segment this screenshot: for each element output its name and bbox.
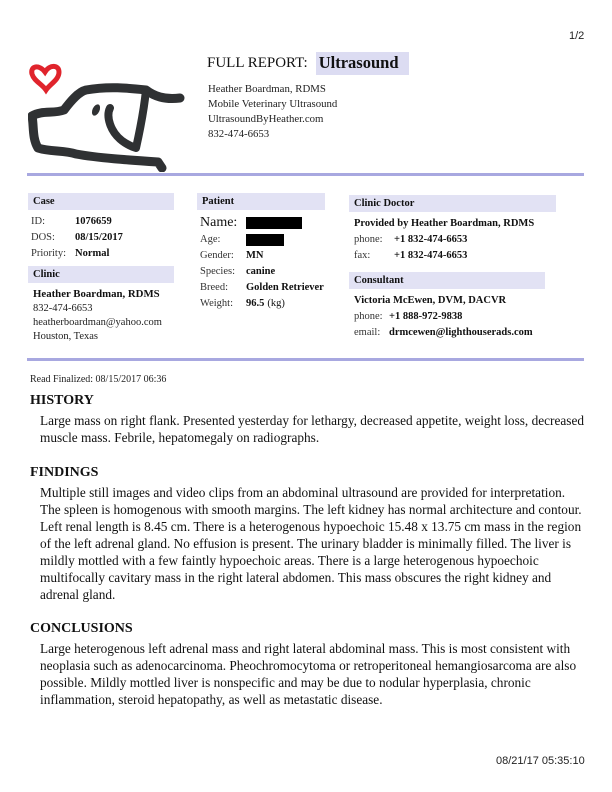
clinic-doctor-provided-by: Provided by Heather Boardman, RDMS: [354, 218, 535, 229]
case-id: 1076659: [75, 216, 112, 227]
page-number: 1/2: [569, 30, 585, 42]
patient-breed-label: Breed:: [200, 282, 228, 293]
case-heading: Case: [28, 193, 174, 210]
consultant-phone: +1 888-972-9838: [389, 311, 463, 322]
case-priority: Normal: [75, 248, 110, 259]
doctor-consultant-column: [349, 195, 556, 341]
print-timestamp: 08/21/17 05:35:10: [496, 755, 585, 767]
conclusions-heading: CONCLUSIONS: [30, 621, 133, 636]
provider-info: [208, 82, 337, 142]
patient-weight-label: Weight:: [200, 298, 233, 309]
findings-heading: FINDINGS: [30, 465, 99, 480]
consultant-name: Victoria McEwen, DVM, DACVR: [354, 295, 507, 306]
patient-species: canine: [246, 266, 276, 277]
findings-section: [30, 465, 586, 603]
consultant-heading: Consultant: [349, 272, 545, 289]
consultant-email[interactable]: drmcewen@lighthouserads.com: [389, 327, 533, 338]
patient-weight: 96.5: [246, 298, 265, 309]
findings-body: Multiple still images and video clips from an abdominal ultrasound are provided for interpretation. The spleen is homogenous with smooth margins. The left kidney has normal architecture and contour. Left renal length is 8.45 cm. There is a heterogenous hypoechoic 15.48 x 13.75 cm mass in the region of the left adrenal gland. No effusion is present. The urinary bladder is minimally filled. The liver is mildly mottled with a few faintly hypoechoic areas. There is a large heterogenous hypoechoic multifocally cavitary mass in the right lateral abdomen. This mass obscures the right kidney and adrenal gland.: [40, 485, 582, 602]
clinic-doctor-fax: +1 832-474-6653: [394, 250, 468, 261]
clinic-phone: 832-474-6653: [33, 303, 93, 314]
patient-gender-label: Gender:: [200, 250, 234, 261]
header-divider: [27, 173, 584, 176]
report-title-prefix: FULL REPORT:: [207, 55, 308, 71]
report-type-badge: Ultrasound: [316, 52, 409, 75]
provider-website: UltrasoundByHeather.com: [208, 113, 324, 125]
dog-heart-logo-icon: [28, 50, 190, 172]
clinic-email: heatherboardman@yahoo.com: [33, 317, 162, 328]
clinic-doctor-phone: +1 832-474-6653: [394, 234, 468, 245]
history-body: Large mass on right flank. Presented yesterday for lethargy, decreased appetite, weight loss, decreased muscle mass. Febrile, hepatomegaly on radiographs.: [40, 413, 584, 445]
provider-name: Heather Boardman, RDMS: [208, 83, 326, 95]
history-section: [30, 393, 586, 446]
case-priority-label: Priority:: [31, 248, 67, 259]
report-title: [207, 52, 409, 75]
read-finalized: Read Finalized: 08/15/2017 06:36: [30, 374, 167, 385]
patient-heading: Patient: [197, 193, 325, 210]
patient-species-label: Species:: [200, 266, 235, 277]
case-clinic-column: [28, 193, 174, 344]
consultant-email-label: email:: [354, 327, 381, 338]
patient-name-redacted: [246, 217, 302, 229]
provider-business: Mobile Veterinary Ultrasound: [208, 98, 338, 110]
patient-breed: Golden Retriever: [246, 282, 324, 293]
patient-weight-unit: (kg): [267, 298, 285, 309]
clinic-location: Houston, Texas: [33, 331, 98, 342]
patient-age-redacted: [246, 234, 284, 246]
clinic-doctor-fax-label: fax:: [354, 250, 371, 261]
clinic-doctor-phone-label: phone:: [354, 234, 383, 245]
case-dos: 08/15/2017: [75, 232, 123, 243]
clinic-doctor-heading: Clinic Doctor: [349, 195, 556, 212]
history-heading: HISTORY: [30, 393, 94, 408]
provider-phone: 832-474-6653: [208, 128, 270, 140]
patient-gender: MN: [246, 250, 264, 261]
patient-age-label: Age:: [200, 234, 221, 245]
info-divider: [27, 358, 584, 361]
conclusions-body: Large heterogenous left adrenal mass and right lateral abdominal mass. This is most consistent with neoplasia such as adenocarcinoma. Pheochromocytoma or retroperitoneal hemangiosarcoma are also possible. Mildly mottled liver is nonspecific and may be due to nodular hyperplasia, chronic inflammation, steroid hepatopathy, as well as metastatic disease.: [40, 641, 577, 707]
patient-name-label: Name:: [200, 215, 238, 230]
clinic-name: Heather Boardman, RDMS: [33, 288, 160, 300]
clinic-heading: Clinic: [28, 266, 174, 283]
consultant-phone-label: phone:: [354, 311, 383, 322]
conclusions-section: [30, 621, 586, 708]
case-id-label: ID:: [31, 216, 45, 227]
patient-column: [197, 193, 325, 312]
case-dos-label: DOS:: [31, 232, 55, 243]
